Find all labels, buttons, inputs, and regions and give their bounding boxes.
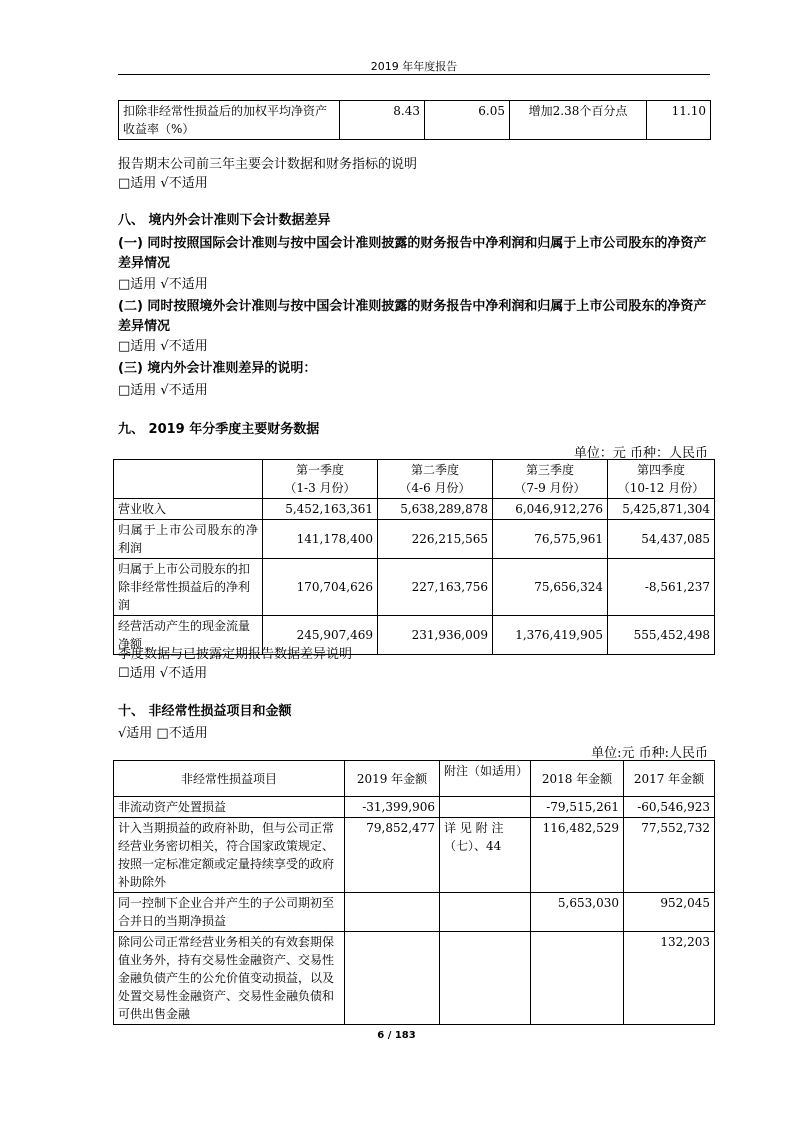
value-2017: 132,203 bbox=[624, 932, 715, 1025]
table-row bbox=[114, 818, 715, 893]
cell-value: 245,907,469 bbox=[263, 616, 378, 655]
header-2018: 2018 年金额 bbox=[531, 761, 624, 797]
item-label: 除同公司正常经营业务相关的有效套期保值业务外，持有交易性金融资产、交易性金融负债产生的公允价值变动损益，以及处置交易性金融资产、交易性金融负债和可供出售金融 bbox=[114, 932, 345, 1025]
table-header-row bbox=[114, 460, 715, 499]
value-2018: 5,653,030 bbox=[531, 893, 624, 932]
row-label: 归属于上市公司股东的扣除非经常性损益后的净利润 bbox=[114, 559, 263, 616]
cell-value: 1,376,419,905 bbox=[493, 616, 608, 655]
value-2018 bbox=[531, 932, 624, 1025]
section7-applicable: □适用 √不适用 bbox=[118, 176, 208, 191]
header-blank bbox=[114, 460, 263, 499]
section8-sub3-applicable: □适用 √不适用 bbox=[118, 383, 208, 398]
value-2019: 8.43 bbox=[340, 101, 425, 140]
cell-value: 54,437,085 bbox=[608, 520, 715, 559]
item-label: 非流动资产处置损益 bbox=[114, 797, 345, 818]
table-row bbox=[114, 520, 715, 559]
table-header-row bbox=[114, 761, 715, 797]
table-row bbox=[114, 499, 715, 520]
cell-value: 5,638,289,878 bbox=[378, 499, 493, 520]
cell-value: 226,215,565 bbox=[378, 520, 493, 559]
section8-sub2-applicable: □适用 √不适用 bbox=[118, 339, 208, 354]
table-row bbox=[119, 101, 711, 140]
note-cell bbox=[440, 932, 531, 1025]
value-2019: 79,852,477 bbox=[345, 818, 440, 893]
row-label: 经营活动产生的现金流量净额 bbox=[114, 616, 263, 655]
value-2019: -31,399,906 bbox=[345, 797, 440, 818]
section9-applicable: ☐适用 √不适用 bbox=[118, 666, 208, 681]
table-row bbox=[114, 797, 715, 818]
cell-value: 555,452,498 bbox=[608, 616, 715, 655]
cell-value: 76,575,961 bbox=[493, 520, 608, 559]
section10-applicable: √适用 □不适用 bbox=[118, 726, 208, 741]
section9-note: 季度数据与已披露定期报告数据差异说明 bbox=[118, 647, 353, 662]
cell-value: 5,452,163,361 bbox=[263, 499, 378, 520]
section9-unit: 单位：元 币种：人民币 bbox=[573, 446, 708, 461]
cell-value: 5,425,871,304 bbox=[608, 499, 715, 520]
header-divider bbox=[118, 74, 710, 75]
value-2017: 77,552,732 bbox=[624, 818, 715, 893]
cell-value: 6,046,912,276 bbox=[493, 499, 608, 520]
section8-sub3: (三) 境内外会计准则差异的说明： bbox=[118, 361, 317, 376]
cell-value: -8,561,237 bbox=[608, 559, 715, 616]
page-number: 6 / 183 bbox=[377, 1030, 416, 1041]
section10-unit: 单位:元 币种:人民币 bbox=[591, 746, 708, 761]
row-label: 归属于上市公司股东的净利润 bbox=[114, 520, 263, 559]
table-row bbox=[114, 893, 715, 932]
header-2019: 2019 年金额 bbox=[345, 761, 440, 797]
quarterly-table bbox=[113, 459, 715, 655]
header-q3: 第三季度 （7-9 月份） bbox=[493, 460, 608, 499]
value-2018: -79,515,261 bbox=[531, 797, 624, 818]
note-cell bbox=[440, 797, 531, 818]
value-2018: 6.05 bbox=[425, 101, 510, 140]
cell-value: 170,704,626 bbox=[263, 559, 378, 616]
table-row bbox=[114, 559, 715, 616]
section8-sub1-applicable: □适用 √不适用 bbox=[118, 277, 208, 292]
note-cell bbox=[440, 893, 531, 932]
page-header: 2019 年年度报告 bbox=[370, 60, 458, 73]
note-cell: 详 见 附 注（七）、44 bbox=[440, 818, 531, 893]
change-value: 增加2.38个百分点 bbox=[510, 101, 647, 140]
header-q2: 第二季度 （4-6 月份） bbox=[378, 460, 493, 499]
item-label: 同一控制下企业合并产生的子公司期初至合并日的当期净损益 bbox=[114, 893, 345, 932]
non-recurring-table bbox=[113, 760, 715, 1025]
cell-value: 75,656,324 bbox=[493, 559, 608, 616]
section8-sub2: (二) 同时按照境外会计准则与按中国会计准则披露的财务报告中净利润和归属于上市公司股东的净资产差异情况 bbox=[118, 299, 707, 334]
table-row bbox=[114, 932, 715, 1025]
header-q4: 第四季度 （10-12 月份） bbox=[608, 460, 715, 499]
section8-sub1: (一) 同时按照国际会计准则与按中国会计准则披露的财务报告中净利润和归属于上市公司股东的净资产差异情况 bbox=[118, 236, 707, 271]
cell-value: 227,163,756 bbox=[378, 559, 493, 616]
value-2017: 952,045 bbox=[624, 893, 715, 932]
section8-title: 八、 境内外会计准则下会计数据差异 bbox=[118, 213, 331, 228]
indicator-label: 扣除非经常性损益后的加权平均净资产收益率（%） bbox=[119, 101, 340, 140]
row-label: 营业收入 bbox=[114, 499, 263, 520]
value-2019 bbox=[345, 932, 440, 1025]
section10-title: 十、 非经常性损益项目和金额 bbox=[118, 704, 292, 719]
value-2018: 116,482,529 bbox=[531, 818, 624, 893]
value-2019 bbox=[345, 893, 440, 932]
cell-value: 231,936,009 bbox=[378, 616, 493, 655]
value-2017: -60,546,923 bbox=[624, 797, 715, 818]
item-label: 计入当期损益的政府补助，但与公司正常经营业务密切相关，符合国家政策规定、按照一定标准定额或定量持续享受的政府补助除外 bbox=[114, 818, 345, 893]
key-indicators-table bbox=[118, 100, 711, 140]
value-2017: 11.10 bbox=[647, 101, 711, 140]
header-q1: 第一季度 （1-3 月份） bbox=[263, 460, 378, 499]
header-note: 附注（如适用） bbox=[440, 761, 531, 797]
section9-title: 九、 2019 年分季度主要财务数据 bbox=[118, 422, 320, 437]
cell-value: 141,178,400 bbox=[263, 520, 378, 559]
header-item: 非经常性损益项目 bbox=[114, 761, 345, 797]
section7-note: 报告期末公司前三年主要会计数据和财务指标的说明 bbox=[118, 157, 418, 172]
header-2017: 2017 年金额 bbox=[624, 761, 715, 797]
